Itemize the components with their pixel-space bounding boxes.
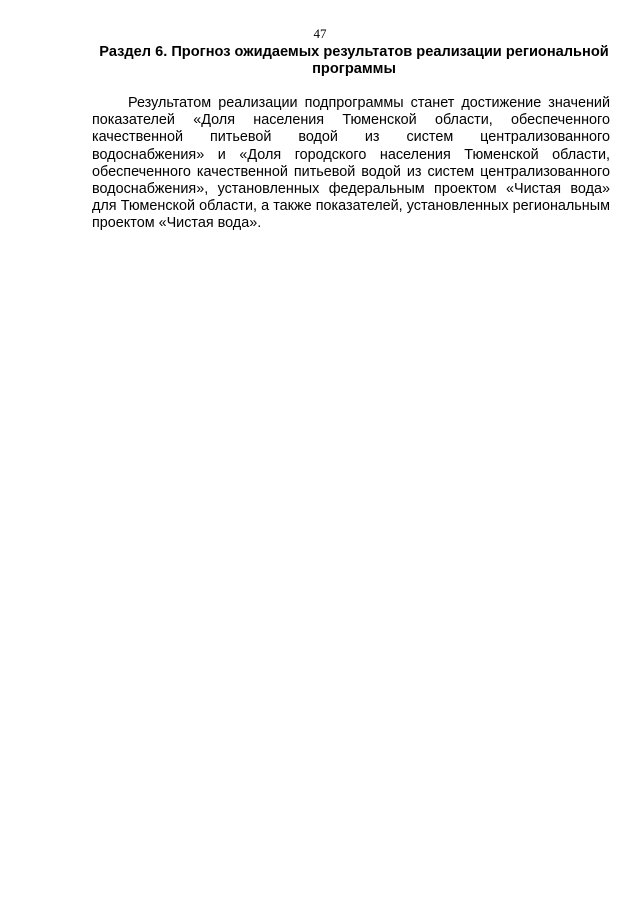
page-number: 47 <box>313 26 327 41</box>
body-paragraph: Результатом реализации подпрограммы станет достижение значений показателей «Доля населения Тюменской области, обеспеченного качественной питьевой водой из систем централизованного водоснабжения» и «Доля городского населения Тюменской области, обеспеченного качественной питьевой водой из систем централизованного водоснабжения», установленных федеральным проектом «Чистая вода» для Тюменской области, а также показателей, установленных региональным проектом «Чистая вода». <box>92 95 610 232</box>
section-heading: Раздел 6. Прогноз ожидаемых результатов реализации региональной программы <box>99 44 609 77</box>
